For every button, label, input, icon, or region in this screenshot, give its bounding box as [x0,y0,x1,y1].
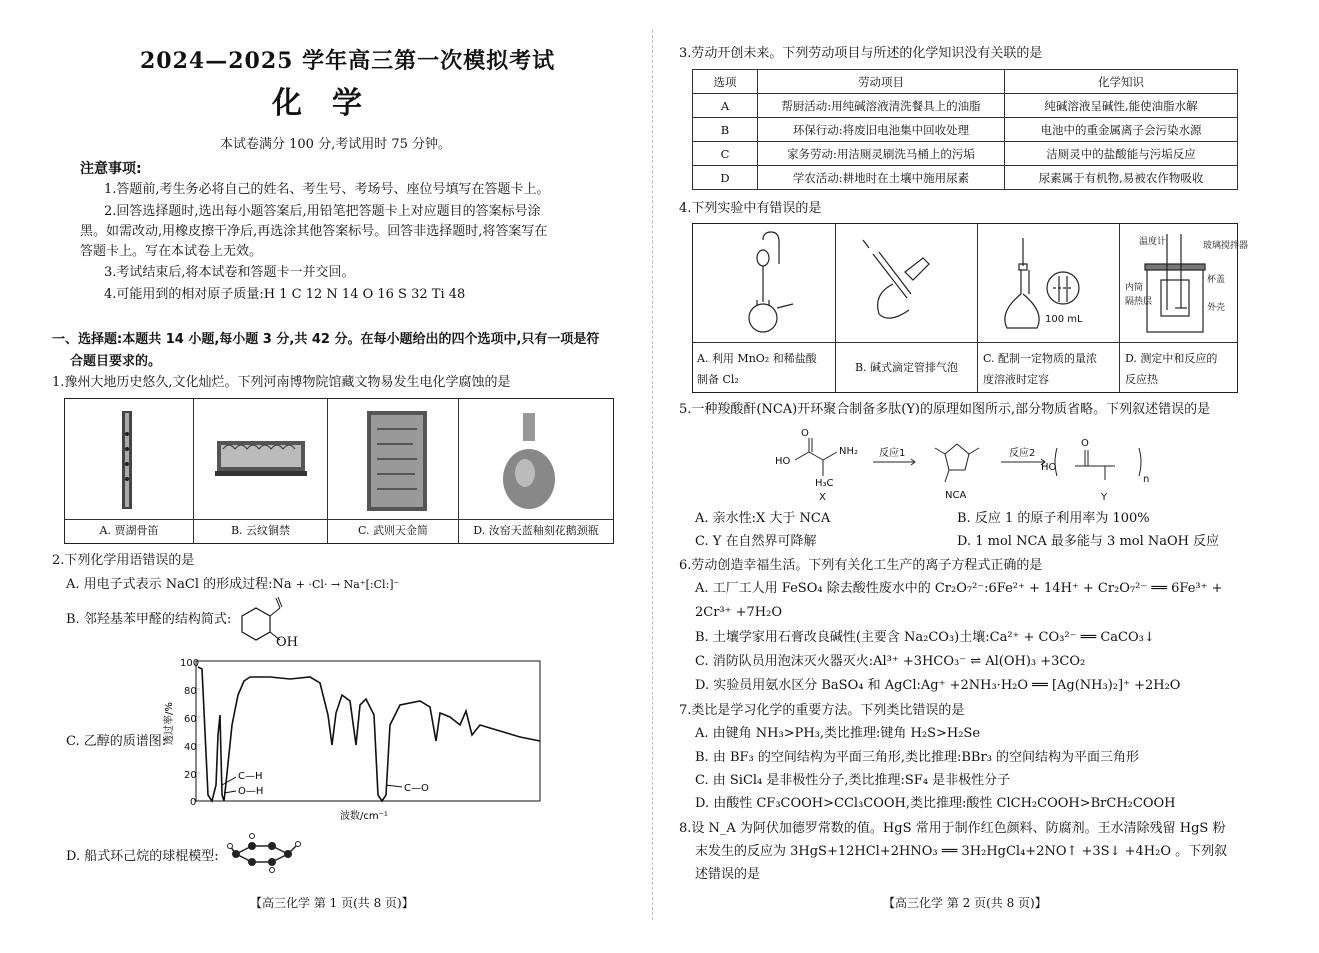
volumetric-flask [1005,238,1083,328]
q2-b-oh: OH [276,635,298,650]
q6-option-c: C. 消防队员用泡沫灭火器灭火:Al³⁺ +3HCO₃⁻ ⇌ Al(OH)₃ +3CO₂ [695,654,1086,669]
q8-line: 述错误的是 [695,867,761,882]
table-cell: 纯碱溶液呈碱性,能使油脂水解 [1005,94,1238,118]
table-cell: D [693,166,758,190]
q4-option-a-line1: A. 利用 MnO₂ 和稀盐酸 [697,352,817,365]
q3-stem: 3.劳动开创未来。下列劳动项目与所述的化学知识没有关联的是 [679,46,1043,61]
notice-line: 1.答题前,考生务必将自己的姓名、考生号、考场号、座位号填写在答题卡上。 [104,182,550,197]
inner-cup-label: 内筒 [1125,283,1144,293]
q6-option-b: B. 土壤学家用石膏改良碱性(主要含 Na₂CO₃)土壤:Ca²⁺ + CO₃²⁻ ══ CaCO₃↓ [695,630,1155,645]
q6-option-a-cont: 2Cr³⁺ +7H₂O [695,605,783,620]
notice-line: 4.可能用到的相对原子质量:H 1 C 12 N 14 O 16 S 32 Ti 48 [104,287,466,302]
q7-option-d: D. 由酸性 CF₃COOH>CCl₃COOH,类比推理:酸性 ClCH₂COOH>BrCH₂COOH [695,796,1176,811]
ytick-label: 20 [184,770,197,781]
q4-option-c [983,348,1119,390]
q2-option-a: A. 用电子式表示 NaCl 的形成过程:Na + ·Cl· → Na⁺[:Cl:]⁻ [66,577,400,592]
q2-option-d: D. 船式环己烷的球棍模型: [66,849,219,864]
spectrum-xlabel: 波数/cm⁻¹ [340,811,388,822]
q2-stem: 2.下列化学用语错误的是 [52,553,195,568]
section-heading: 一、选择题:本题共 14 小题,每小题 3 分,共 42 分。在每小题给出的四个选项中,只有一项是符 [52,332,600,347]
q5-stem: 5.一种羧酸酐(NCA)开环聚合制备多肽(Y)的原理如图所示,部分物质省略。下列叙述错误的是 [679,402,1211,417]
q3-table [692,69,1238,190]
q4-option-b: B. 碱式滴定管排气泡 [854,361,959,374]
table-cell: A [693,94,758,118]
y-n: n [1143,474,1150,485]
table-header: 选项 [693,70,758,94]
table-header: 劳动项目 [758,70,1005,94]
q4-option-c-line1: C. 配制一定物质的量浓 [983,352,1098,365]
experiment-images [693,224,1249,342]
y-o: O [1081,438,1089,449]
ru-vase-image [503,413,555,509]
q6-stem: 6.劳动创造幸福生活。下列有关化工生产的离子方程式正确的是 [679,558,1043,573]
lid-label: 杯盖 [1207,275,1226,285]
gold-slip-image [367,411,427,511]
notice-line: 2.回答选择题时,选出每小题答案后,用铅笔把答题卡上对应题目的答案标号涂 [104,204,541,219]
table-cell: 电池中的重金属离子会污染水源 [1005,118,1238,142]
ytick-label: 60 [184,714,197,725]
x-ch3: H₃C [815,478,834,489]
table-cell: B [693,118,758,142]
q2-option-a-text: A. 用电子式表示 NaCl 的形成过程:Na [66,577,292,592]
ytick-label: 0 [190,797,197,808]
notice-heading: 注意事项: [80,161,142,177]
q1-option-b: B. 云纹铜禁 [230,524,291,537]
boat-cyclohexane-model [228,832,308,872]
x-label: X [819,492,826,503]
burette-hand [863,240,929,318]
page-divider [652,30,653,920]
flask-volume-label: 100 mL [1045,314,1083,325]
nca-reaction-scheme [765,420,1165,504]
table-cell: 洁厕灵中的盐酸能与污垢反应 [1005,142,1238,166]
q2-option-b: B. 邻羟基苯甲醛的结构简式: [66,612,232,627]
x-nh2: NH₂ [839,446,859,457]
ytick-label: 100 [180,658,200,669]
ytick-label: 40 [184,742,197,753]
peak-label-ch: C—H [238,771,263,782]
q8-line: 8.设 N_A 为阿伏加德罗常数的值。HgS 常用于制作红色颜料、防腐剂。王水清除残留 HgS 粉 [679,821,1226,836]
table-row [693,94,1238,118]
subject-title: 化学 [272,86,392,121]
x-ho: HO [775,456,791,467]
table-cell: 家务劳动:用洁厕灵刷洗马桶上的污垢 [758,142,1005,166]
table-row [693,118,1238,142]
peak-label-co: C—O [404,783,429,794]
q4-stem: 4.下列实验中有错误的是 [679,201,822,216]
shell-label: 外壳 [1207,303,1226,313]
q7-stem: 7.类比是学习化学的重要方法。下列类比错误的是 [679,703,965,718]
notice-line: 答题卡上。写在本试卷上无效。 [80,244,263,259]
ethanol-spectrum [160,655,550,825]
ytick-label: 80 [184,686,197,697]
q2-option-c: C. 乙醇的质谱图: [66,734,167,749]
reaction-1-label: 反应1 [879,448,906,459]
q5-option-d: D. 1 mol NCA 最多能与 3 mol NaOH 反应 [957,534,1220,549]
exam-title: 2024—2025 学年高三第一次模拟考试 [140,48,556,74]
footer-page-2: 【高三化学 第 2 页(共 8 页)】 [883,896,1047,910]
q5-option-a: A. 亲水性:X 大于 NCA [695,511,831,526]
table-row [693,142,1238,166]
table-cell: 尿素属于有机物,易被农作物吸收 [1005,166,1238,190]
insulation-label: 隔热层 [1125,297,1153,307]
spectrum-ylabel: 透过率/% [164,702,175,745]
q4-option-d-line1: D. 测定中和反应的 [1125,352,1218,365]
chlorine-apparatus [749,232,793,332]
reaction-2-label: 反应2 [1009,448,1036,459]
y-label: Y [1101,492,1108,503]
q1-option-c: C. 武则天金简 [357,524,429,537]
stirrer-label: 玻璃搅拌器 [1203,241,1249,251]
q1-stem: 1.豫州大地历史悠久,文化灿烂。下列河南博物院馆藏文物易发生电化学腐蚀的是 [52,375,511,390]
table-header: 化学知识 [1005,70,1238,94]
q4-option-a [697,348,833,390]
thermometer-label: 温度计 [1139,237,1167,247]
section-heading-cont: 合题目要求的。 [70,354,162,369]
bone-flute-image [122,411,132,509]
q7-option-a: A. 由键角 NH₃>PH₃,类比推理:键角 H₂S>H₂Se [695,726,981,741]
q1-option-d: D. 汝窑天蓝釉刻花鹅颈瓶 [473,524,599,537]
table-cell: 学农活动:耕地时在土壤中施用尿素 [758,166,1005,190]
q5-option-b: B. 反应 1 的原子利用率为 100% [957,511,1150,526]
q7-option-b: B. 由 BF₃ 的空间结构为平面三角形,类比推理:BBr₃ 的空间结构为平面三角形 [695,750,1140,765]
table-row [693,70,1238,94]
q4-option-a-line2: 制备 Cl₂ [697,373,739,386]
calorimeter [1145,234,1205,332]
x-o: O [801,428,809,439]
q6-option-a: A. 工厂工人用 FeSO₄ 除去酸性废水中的 Cr₂O₇²⁻:6Fe²⁺ + 14H⁺ + Cr₂O₇²⁻ ══ 6Fe³⁺ + [695,581,1223,596]
notice-line: 3.考试结束后,将本试卷和答题卡一并交回。 [104,265,355,280]
q6-option-d: D. 实验员用氨水区分 BaSO₄ 和 AgCl:Ag⁺ +2NH₃·H₂O ══ [Ag(NH₃)₂]⁺ +2H₂O [695,678,1181,693]
left-page [0,0,650,953]
peak-label-oh: O—H [238,786,264,797]
q7-option-c: C. 由 SiCl₄ 是非极性分子,类比推理:SF₄ 是非极性分子 [695,773,1011,788]
right-page [655,0,1319,953]
footer-page-1: 【高三化学 第 1 页(共 8 页)】 [250,896,414,910]
table-cell: 环保行动:将废旧电池集中回收处理 [758,118,1005,142]
q4-experiment-panel [692,223,1249,393]
nca-label: NCA [945,490,967,501]
q4-option-c-line2: 度溶液时定容 [983,373,1049,386]
q5-option-c: C. Y 在自然界可降解 [695,534,817,549]
q1-artifact-panel [64,398,614,544]
q1-option-a: A. 贾湖骨笛 [99,524,159,537]
score-info: 本试卷满分 100 分,考试用时 75 分钟。 [220,137,452,152]
table-cell: 帮厨活动:用纯碱溶液清洗餐具上的油脂 [758,94,1005,118]
table-row [693,166,1238,190]
notice-line: 黑。如需改动,用橡皮擦干净后,再选涂其他答案标号。回答非选择题时,将答案写在 [80,224,548,239]
table-cell: C [693,142,758,166]
q4-option-d-line2: 反应热 [1125,373,1158,386]
q2-option-a-product: Na⁺[:Cl:]⁻ [343,578,400,591]
q4-option-d [1125,348,1235,390]
y-ho: HO [1041,462,1057,473]
artifact-images [65,399,613,519]
bronze-altar-image [215,441,307,476]
q8-line: 末发生的反应为 3HgS+12HCl+2HNO₃ ══ 3H₂HgCl₄+2NO↑ +3S↓ +4H₂O 。下列叙 [695,844,1228,859]
